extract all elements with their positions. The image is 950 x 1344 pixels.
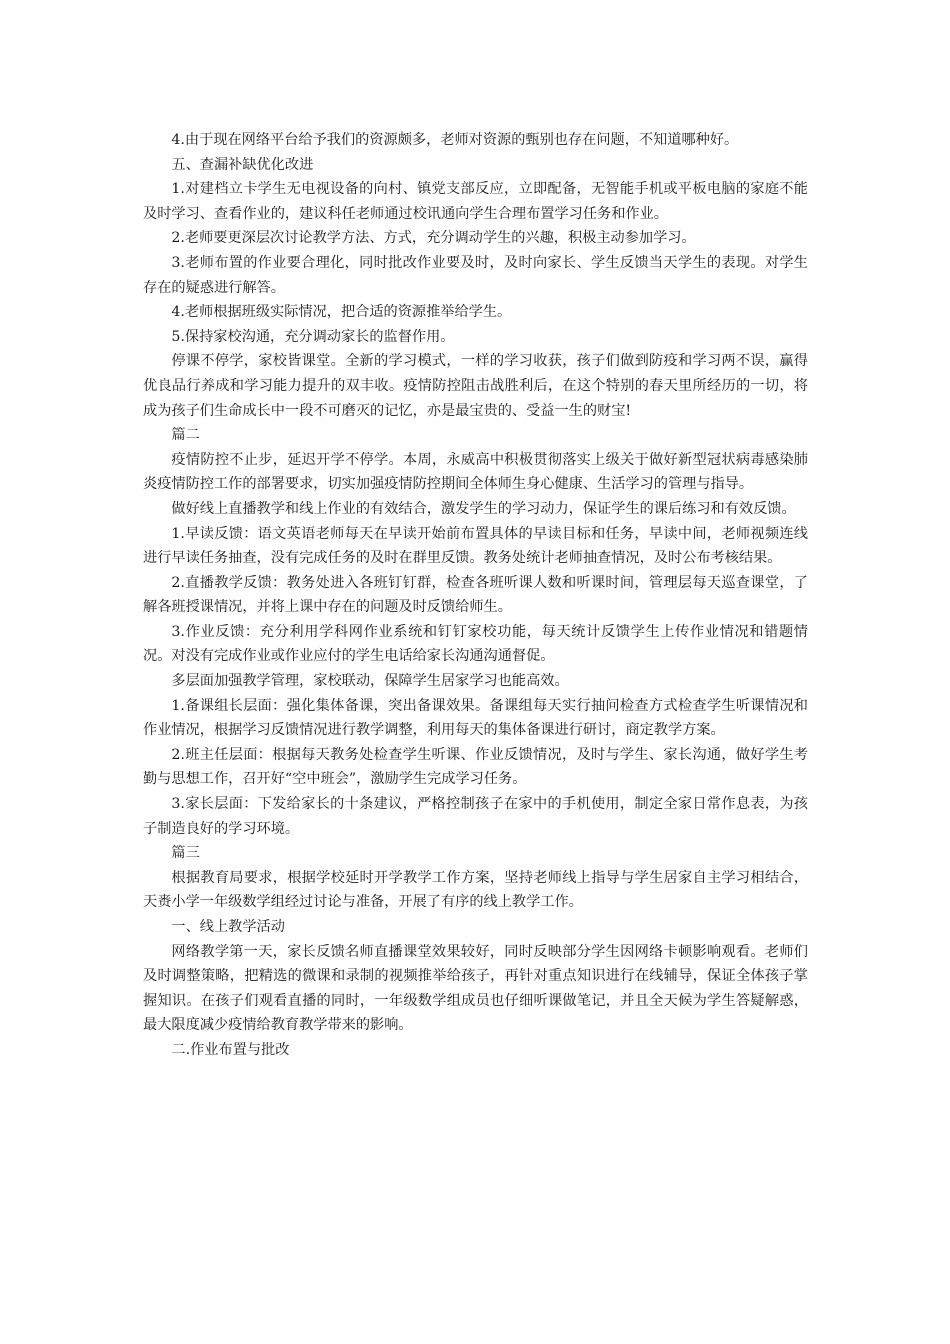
paragraph: 根据教育局要求，根据学校延时开学教学工作方案，坚持老师线上指导与学生居家自主学习相结合，天赉小学一年级数学组经过讨论与准备，开展了有序的线上教学工作。 (143, 869, 808, 911)
paragraph: 1.早读反馈：语文英语老师每天在早读开始前布置具体的早读目标和任务，早读中间，老师视频连线进行早读任务抽查，没有完成任务的及时在群里反馈。教务处统计老师抽查情况，及时公布考核结果。 (143, 525, 808, 567)
section-heading: 一、线上教学活动 (171, 919, 285, 935)
paragraph: 停课不停学，家校皆课堂。全新的学习模式，一样的学习收获，孩子们做到防疫和学习两不误，赢得优良品行养成和学习能力提升的双丰收。疫情防控阻击战胜利后，在这个特别的春天里所经历的一切，将成为孩子们生命成长中一段不可磨灭的记忆，亦是最宝贵的、受益一生的财宝! (143, 353, 808, 419)
paragraph: 网络教学第一天，家长反馈名师直播课堂效果较好，同时反映部分学生因网络卡顿影响观看。老师们及时调整策略，把精选的微课和录制的视频推举给孩子，再针对重点知识进行在线辅导，保证全体孩子掌握知识。在孩子们观看直播的同时，一年级数学组成员也仔细听课做笔记，并且全天候为学生答疑解惑，最大限度减少疫情给教育教学带来的影响。 (143, 943, 808, 1034)
paragraph: 疫情防控不止步，延迟开学不停学。本周，永威高中积极贯彻落实上级关于做好新型冠状病毒感染肺炎疫情防控工作的部署要求，切实加强疫情防控期间全体师生身心健康、生活学习的管理与指导。 (143, 451, 808, 493)
section-heading: 五、查漏补缺优化改进 (171, 156, 314, 173)
paragraph: 2.老师要更深层次讨论教学方法、方式，充分调动学生的兴趣，积极主动参加学习。 (171, 230, 696, 247)
section-heading: 篇三 (171, 845, 200, 862)
paragraph: 1.对建档立卡学生无电视设备的向村、镇党支部反应，立即配备，无智能手机或平板电脑的家庭不能及时学习、查看作业的，建议科任老师通过校讯通向学生合理布置学习任务和作业。 (143, 181, 808, 222)
paragraph: 2.班主任层面：根据每天教务处检查学生听课、作业反馈情况，及时与学生、家长沟通，做好学生考勤与思想工作，召开好“空中班会”，激励学生完成学习任务。 (143, 746, 808, 788)
paragraph: 1.备课组长层面：强化集体备课，突出备课效果。备课组每天实行抽问检查方式检查学生听课情况和作业情况，根据学习反馈情况进行教学调整，利用每天的集体备课进行研讨，商定教学方案。 (143, 697, 808, 739)
paragraph: 2.直播教学反馈：教务处进入各班钉钉群，检查各班听课人数和听课时间，管理层每天巡查课堂，了解各班授课情况，并将上课中存在的问题及时反馈给师生。 (143, 574, 808, 616)
paragraph: 多层面加强教学管理，家校联动，保障学生居家学习也能高效。 (171, 673, 569, 690)
paragraph: 5.保持家校沟通，充分调动家长的监督作用。 (171, 328, 455, 345)
document-body (143, 128, 808, 1063)
paragraph: 3.老师布置的作业要合理化，同时批改作业要及时，及时向家长、学生反馈当天学生的表现。对学生存在的疑惑进行解答。 (143, 254, 808, 296)
section-heading: 篇二 (171, 427, 200, 444)
paragraph: 4.老师根据班级实际情况，把合适的资源推举给学生。 (171, 304, 512, 321)
paragraph: 做好线上直播教学和线上作业的有效结合，激发学生的学习动力，保证学生的课后练习和有效反馈。 (171, 500, 796, 517)
paragraph: 3.作业反馈：充分利用学科网作业系统和钉钉家校功能，每天统计反馈学生上传作业情况和错题情况。对没有完成作业或作业应付的学生电话给家长沟通沟通督促。 (143, 623, 808, 665)
paragraph: 3.家长层面：下发给家长的十条建议，严格控制孩子在家中的手机使用，制定全家日常作息表，为孩子制造良好的学习环境。 (143, 796, 808, 837)
section-heading: 二.作业布置与批改 (171, 1041, 290, 1058)
paragraph: 4.由于现在网络平台给予我们的资源颇多，老师对资源的甄别也存在问题，不知道哪种好。 (171, 132, 739, 148)
